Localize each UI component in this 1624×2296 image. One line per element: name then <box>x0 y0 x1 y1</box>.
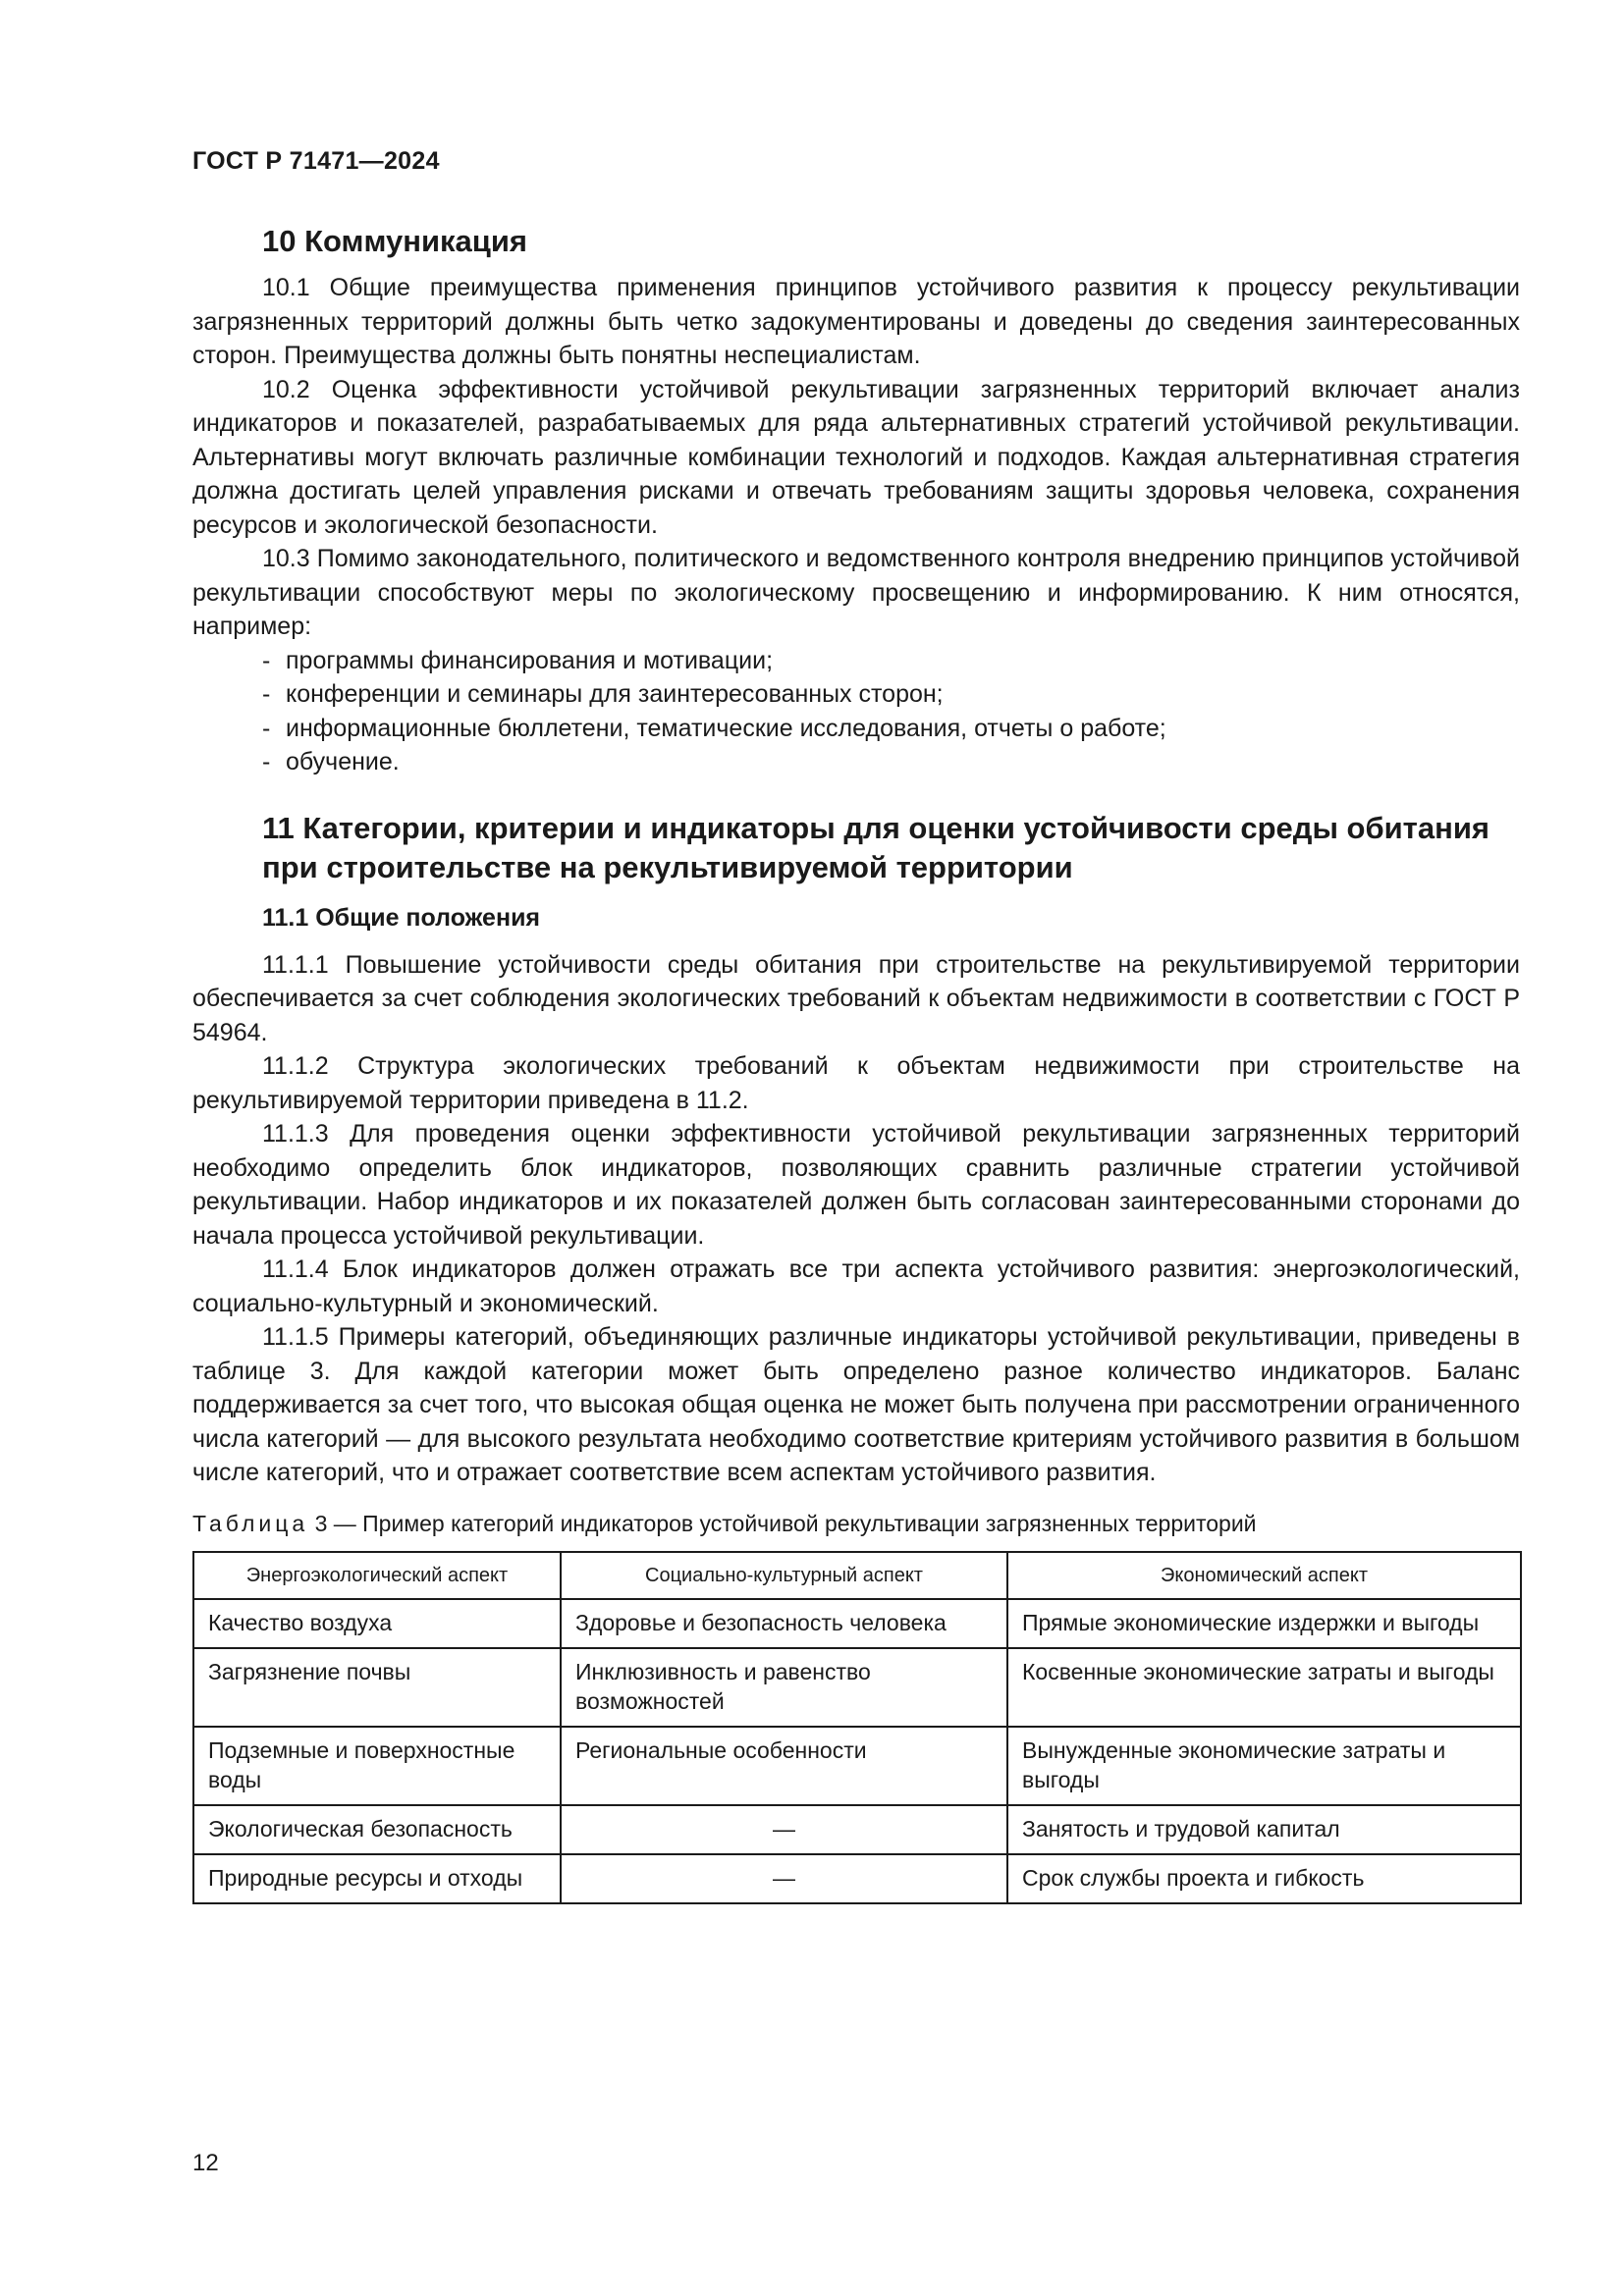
measures-list <box>192 644 1520 779</box>
table-cell: — <box>561 1805 1007 1854</box>
table-cell: Занятость и трудовой капитал <box>1007 1805 1521 1854</box>
paragraph-11-1-1: 11.1.1 Повышение устойчивости среды обитания при строительстве на рекультивируемой территории обеспечивается за счет соблюдения экологических требований к объектам недвижимости в соответствии с ГОСТ Р 54964. <box>192 950 1520 1046</box>
page-number: 12 <box>192 2150 219 2176</box>
table-cell: Вынужденные экономические затраты и выгоды <box>1007 1727 1521 1805</box>
table-cell: Косвенные экономические затраты и выгоды <box>1007 1648 1521 1727</box>
table-caption-label: Таблица <box>192 1510 309 1536</box>
paragraph-11-1-3: 11.1.3 Для проведения оценки эффективности устойчивой рекультивации загрязненных территорий необходимо определить блок индикаторов, позволяющих сравнить различные стратегии устойчивой рекультивации. Набор индикаторов и их показателей должен быть согласован заинтересованными сторонами до начала процесса устойчивой рекультивации. <box>192 1120 1520 1250</box>
paragraph-11-1-2: 11.1.2 Структура экологических требований к объектам недвижимости при строительстве на рекультивируемой территории приведена в 11.2. <box>192 1052 1520 1114</box>
table-caption-text: 3 — Пример категорий индикаторов устойчивой рекультивации загрязненных территорий <box>308 1510 1257 1536</box>
categories-table <box>192 1551 1522 1904</box>
list-item: - конференции и семинары для заинтересованных сторон; <box>262 677 1520 712</box>
table-cell: Срок службы проекта и гибкость <box>1007 1854 1521 1903</box>
table-cell: Региональные особенности <box>561 1727 1007 1805</box>
table-header-row <box>193 1552 1521 1599</box>
table-cell: Прямые экономические издержки и выгоды <box>1007 1599 1521 1648</box>
table-cell: Природные ресурсы и отходы <box>193 1854 561 1903</box>
list-item: - обучение. <box>262 745 1520 779</box>
document-page <box>192 0 1520 2296</box>
section-11-title: 11 Категории, критерии и индикаторы для оценки устойчивости среды обитания при строительстве на рекультивируемой территории <box>262 810 1489 884</box>
document-header-id: ГОСТ Р 71471—2024 <box>192 147 440 175</box>
column-header: Экономический аспект <box>1007 1552 1521 1599</box>
paragraph-10-3: 10.3 Помимо законодательного, политического и ведомственного контроля внедрению принципов устойчивой рекультивации способствуют меры по экологическому просвещению и информированию. К ним относятся, например: <box>192 545 1520 640</box>
list-item: - программы финансирования и мотивации; <box>262 644 1520 678</box>
table-cell: Здоровье и безопасность человека <box>561 1599 1007 1648</box>
table-row <box>193 1648 1521 1727</box>
column-header: Социально-культурный аспект <box>561 1552 1007 1599</box>
document-body <box>192 222 1520 1904</box>
table-row <box>193 1727 1521 1805</box>
table-row <box>193 1599 1521 1648</box>
paragraph-10-1: 10.1 Общие преимущества применения принципов устойчивого развития к процессу рекультивации загрязненных территорий должны быть четко задокументированы и доведены до сведения заинтересованных сторон. Преимущества должны быть понятны неспециалистам. <box>192 274 1520 369</box>
subsection-11-1-title: 11.1 Общие положения <box>262 903 541 932</box>
table-row <box>193 1805 1521 1854</box>
table-caption <box>192 1508 1520 1539</box>
table-cell: Экологическая безопасность <box>193 1805 561 1854</box>
list-item: - информационные бюллетени, тематические исследования, отчеты о работе; <box>262 712 1520 746</box>
paragraph-11-1-5: 11.1.5 Примеры категорий, объединяющих различные индикаторы устойчивой рекультивации, приведены в таблице 3. Для каждой категории может быть определено разное количество индикаторов. Баланс поддерживается за счет того, что высокая общая оценка не может быть получена при рассмотрении ограниченного числа категорий — для высокого результата необходимо соответствие критериям устойчивого развития в большом числе категорий, что и отражает соответствие всем аспектам устойчивого развития. <box>192 1323 1520 1486</box>
table-cell: — <box>561 1854 1007 1903</box>
table-cell: Загрязнение почвы <box>193 1648 561 1727</box>
table-row <box>193 1854 1521 1903</box>
paragraph-11-1-4: 11.1.4 Блок индикаторов должен отражать все три аспекта устойчивого развития: энергоэкологический, социально-культурный и экономический. <box>192 1255 1520 1317</box>
table-cell: Качество воздуха <box>193 1599 561 1648</box>
section-10-title: 10 Коммуникация <box>262 224 527 258</box>
table-cell: Инклюзивность и равенство возможностей <box>561 1648 1007 1727</box>
column-header: Энергоэкологический аспект <box>193 1552 561 1599</box>
paragraph-10-2: 10.2 Оценка эффективности устойчивой рекультивации загрязненных территорий включает анализ индикаторов и показателей, разрабатываемых для ряда альтернативных стратегий устойчивой рекультивации. Альтернативы могут включать различные комбинации технологий и подходов. Каждая альтернативная стратегия должна достигать целей управления рисками и отвечать требованиям защиты здоровья человека, сохранения ресурсов и экологической безопасности. <box>192 375 1520 539</box>
table-cell: Подземные и поверхностные воды <box>193 1727 561 1805</box>
